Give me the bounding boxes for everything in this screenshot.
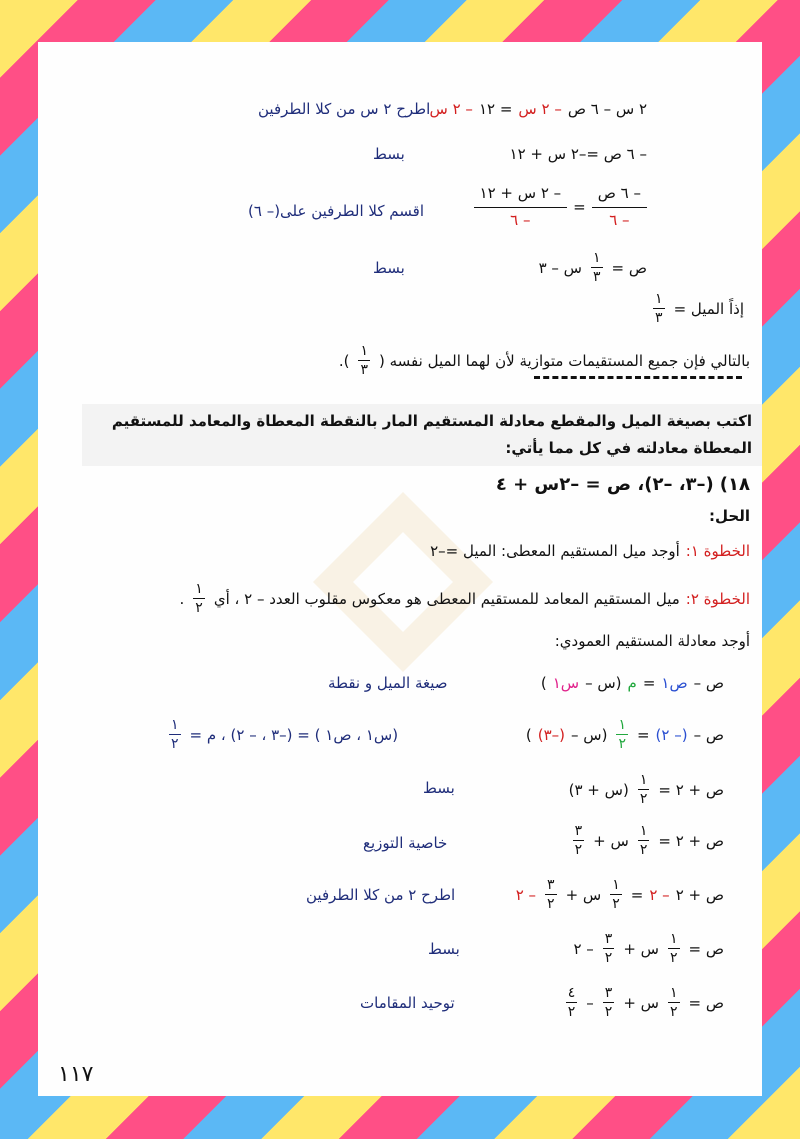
eq-part-magenta: س١ — [552, 674, 580, 692]
step-row-2 — [38, 145, 762, 185]
slope-label: إذاً الميل = — [673, 299, 744, 318]
eq-part: (س + ٣) — [568, 780, 629, 799]
fraction — [193, 582, 205, 615]
numerator: ٣ — [604, 931, 613, 947]
denominator: ٢ — [604, 1004, 613, 1020]
eq-part: س + — [565, 885, 602, 904]
eq-part: = — [630, 885, 644, 904]
parallel-end: ). — [338, 351, 350, 370]
eq-part: س + — [593, 831, 629, 850]
page-number: ١١٧ — [58, 1062, 94, 1087]
slope-conclusion — [650, 292, 744, 325]
fraction-left — [592, 184, 647, 230]
equals-sign: = — [573, 198, 586, 216]
fraction — [573, 824, 585, 857]
eq-part: (س – — [571, 725, 608, 744]
step-note: صيغة الميل و نقطة — [328, 674, 448, 692]
eq-part: – — [586, 993, 594, 1012]
eq-part: س + — [623, 993, 659, 1012]
step-note: توحيد المقامات — [360, 994, 455, 1012]
step-note: اطرح ٢ من كلا الطرفين — [306, 886, 456, 904]
step-row-bottom-4 — [38, 926, 762, 980]
fraction — [638, 824, 650, 857]
numerator: – ٦ ص — [592, 184, 647, 208]
eq-part: ص + ٢ = — [658, 831, 724, 850]
step-text: ميل المستقيم المعامد للمستقيم المعطى هو معكوس مقلوب العدد – ٢ ، أي — [213, 589, 680, 608]
eq-part: ص = — [688, 939, 724, 958]
slope-fraction — [653, 292, 665, 325]
problem-text: (–٣، –٢)، ص = –٢س + ٤ — [495, 474, 714, 495]
numerator: ١ — [612, 877, 620, 893]
denominator: ٢ — [171, 736, 179, 752]
parallel-text: بالتالي فإن جميع المستقيمات متوازية لأن لهما الميل نفسه ( — [379, 351, 750, 370]
denominator: ٣ — [655, 310, 663, 326]
fraction — [616, 718, 628, 751]
equation — [526, 718, 724, 751]
fraction — [603, 986, 615, 1019]
denominator: – ٦ — [510, 210, 531, 229]
numerator: ١ — [360, 343, 369, 359]
fraction-right — [474, 184, 568, 230]
denominator: ٣ — [360, 362, 369, 378]
step-row-3 — [38, 184, 762, 244]
denominator: ٢ — [547, 896, 555, 912]
step-row-4 — [38, 247, 762, 295]
eq-part: = — [636, 725, 650, 744]
numerator: ١ — [669, 931, 678, 947]
eq-part-red: – ٢ س — [429, 100, 473, 118]
fraction — [638, 773, 650, 806]
step-1 — [430, 542, 750, 560]
eq-part: ) — [540, 674, 547, 692]
eq-part: ص + ٢ = — [658, 780, 724, 799]
fraction — [545, 878, 557, 911]
denominator: ٢ — [669, 950, 678, 966]
solution-label: الحل: — [709, 507, 750, 525]
note-text: (س١ ، ص١ ) = (–٣ ، – ٢) ، م = — [189, 725, 399, 744]
problem-number: ١٨) — [719, 474, 750, 495]
equation — [474, 184, 647, 230]
fraction — [603, 932, 615, 965]
equation — [569, 773, 724, 806]
eq-part: – ٢ — [573, 939, 594, 958]
eq-part-blue: ص١ — [661, 674, 688, 692]
numerator: ١ — [171, 717, 179, 733]
eq-part: ) — [525, 725, 532, 744]
denominator: ٢ — [612, 896, 620, 912]
eq-part: ص – — [693, 725, 724, 744]
fraction — [610, 878, 622, 911]
step-end: . — [179, 589, 185, 608]
perp-heading: أوجد معادلة المستقيم العمودي: — [554, 632, 750, 650]
step-note: بسط — [428, 940, 460, 958]
fraction — [591, 251, 603, 284]
denominator: ٣ — [592, 269, 601, 285]
denominator: ٢ — [604, 950, 613, 966]
step-note: بسط — [373, 145, 405, 163]
equation — [516, 878, 724, 911]
numerator: – ٢ س + ١٢ — [474, 184, 568, 208]
eq-part-red: – ٢ — [515, 885, 537, 904]
eq-part-green: م — [627, 674, 637, 692]
step-row-bottom-5 — [38, 980, 762, 1034]
eq-part: س + — [623, 939, 659, 958]
point-slope-row — [38, 674, 762, 714]
equation — [430, 100, 648, 118]
step-note: بسط — [423, 779, 455, 797]
denominator: ٢ — [669, 1004, 678, 1020]
eq-part: = ١٢ — [478, 100, 513, 118]
eq-part: ص – — [693, 674, 724, 692]
step-note — [166, 718, 398, 751]
step-label: الخطوة ٢: — [685, 589, 750, 608]
parallel-fraction — [358, 344, 370, 377]
numerator: ١ — [592, 250, 601, 266]
eq-part: = — [642, 674, 656, 692]
numerator: ٣ — [547, 877, 555, 893]
eq-part-blue: (– ٢) — [655, 725, 688, 744]
eq-part-red: – ٢ س — [518, 100, 562, 118]
equation — [541, 674, 724, 692]
parallel-statement — [339, 344, 750, 377]
denominator: – ٦ — [609, 210, 630, 229]
section-divider — [534, 376, 742, 379]
fraction — [169, 718, 181, 751]
worksheet-page — [38, 42, 762, 1096]
substitution-row — [38, 712, 762, 764]
numerator: ١ — [669, 985, 678, 1001]
step-note: خاصية التوزيع — [363, 834, 448, 852]
numerator: ١ — [639, 772, 648, 788]
numerator: ١ — [639, 823, 648, 839]
equation — [563, 986, 724, 1019]
denominator: ٢ — [618, 736, 626, 752]
step-note: اطرح ٢ س من كلا الطرفين — [258, 100, 431, 118]
numerator: ١ — [655, 291, 663, 307]
step-2 — [180, 582, 750, 615]
step-row-1 — [38, 100, 762, 140]
step-row-bottom-1 — [38, 769, 762, 819]
numerator: ٤ — [567, 985, 576, 1001]
step-row-bottom-3 — [38, 872, 762, 926]
fraction — [668, 932, 680, 965]
step-note: بسط — [373, 259, 405, 277]
exercise-instruction: اكتب بصيغة الميل والمقطع معادلة المستقيم المار بالنقطة المعطاة والمعامد للمستقيم المعطاة معادلته في كل مما يأتي: — [82, 404, 762, 466]
denominator: ٢ — [195, 600, 203, 616]
fraction — [566, 986, 578, 1019]
eq-part: ص = — [611, 258, 647, 277]
equation: – ٦ ص =–٢ س + ١٢ — [509, 145, 647, 163]
denominator: ٢ — [567, 1004, 576, 1020]
numerator: ١ — [195, 581, 203, 597]
eq-part: ٢ س – ٦ ص — [567, 100, 647, 118]
denominator: ٢ — [574, 842, 583, 858]
fraction — [668, 986, 680, 1019]
numerator: ٣ — [574, 823, 583, 839]
equation — [573, 932, 724, 965]
equation — [539, 251, 647, 284]
denominator: ٢ — [639, 791, 648, 807]
problem-18 — [496, 474, 750, 495]
eq-part-red: – ٢ — [649, 885, 670, 904]
eq-part: ص + ٢ — [675, 885, 724, 904]
eq-part: ص = — [688, 993, 724, 1012]
numerator: ١ — [618, 717, 626, 733]
denominator: ٢ — [639, 842, 648, 858]
eq-part: (س – — [585, 674, 622, 692]
eq-part-red: (–٣) — [537, 725, 565, 744]
step-note: اقسم كلا الطرفين على(– ٦) — [248, 202, 424, 220]
eq-part: س – ٣ — [538, 258, 582, 277]
numerator: ٣ — [604, 985, 613, 1001]
step-label: الخطوة ١: — [685, 542, 750, 560]
step-row-bottom-2 — [38, 820, 762, 874]
step-text: أوجد ميل المستقيم المعطى: الميل =–٢ — [430, 542, 680, 560]
equation — [570, 824, 724, 857]
